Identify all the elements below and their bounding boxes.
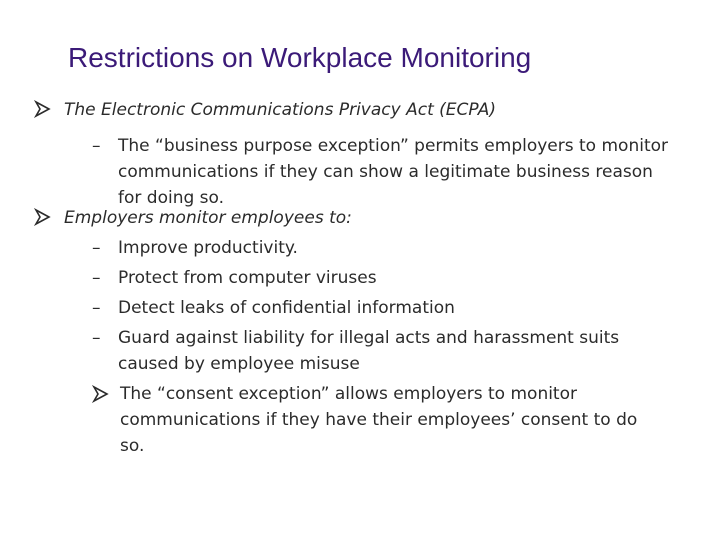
bullet-ecpa [34, 98, 496, 122]
dash-marker: – [92, 328, 101, 348]
dash-marker: – [92, 298, 101, 318]
arrow-bullet-icon [92, 385, 110, 403]
slide-title: Restrictions on Workplace Monitoring [68, 42, 532, 73]
sub-item-text: Detect leaks of confidential information [118, 298, 455, 318]
arrow-bullet-icon [34, 208, 52, 226]
sub-item-text: Improve productivity. [118, 238, 298, 258]
dash-marker: – [92, 268, 101, 288]
bullet-employers-monitor [34, 206, 352, 230]
bullet-consent-exception [92, 381, 655, 459]
sub-item-text: Protect from computer viruses [118, 268, 377, 288]
bullet-employers-monitor-text: Employers monitor employees to: [64, 208, 352, 228]
sub-item-business-purpose [92, 133, 678, 211]
sub-item-text: Guard against liability for illegal acts and harassment suits caused by employee misuse [118, 328, 620, 374]
arrow-bullet-icon [34, 100, 52, 118]
sub-item-leaks [92, 295, 678, 321]
dash-marker: – [92, 136, 101, 156]
sub-item-text: The “business purpose exception” permits employers to monitor communications if they can show a legitimate business reason for doing so. [118, 136, 668, 208]
sub-item-viruses [92, 265, 678, 291]
bullet-ecpa-text: The Electronic Communications Privacy Act (ECPA) [64, 100, 497, 120]
dash-marker: – [92, 238, 101, 258]
bullet-consent-exception-text: The “consent exception” allows employers to monitor communications if they have their employees’ consent to do so. [120, 384, 638, 456]
sub-item-liability [92, 325, 663, 377]
sub-item-productivity [92, 235, 678, 261]
